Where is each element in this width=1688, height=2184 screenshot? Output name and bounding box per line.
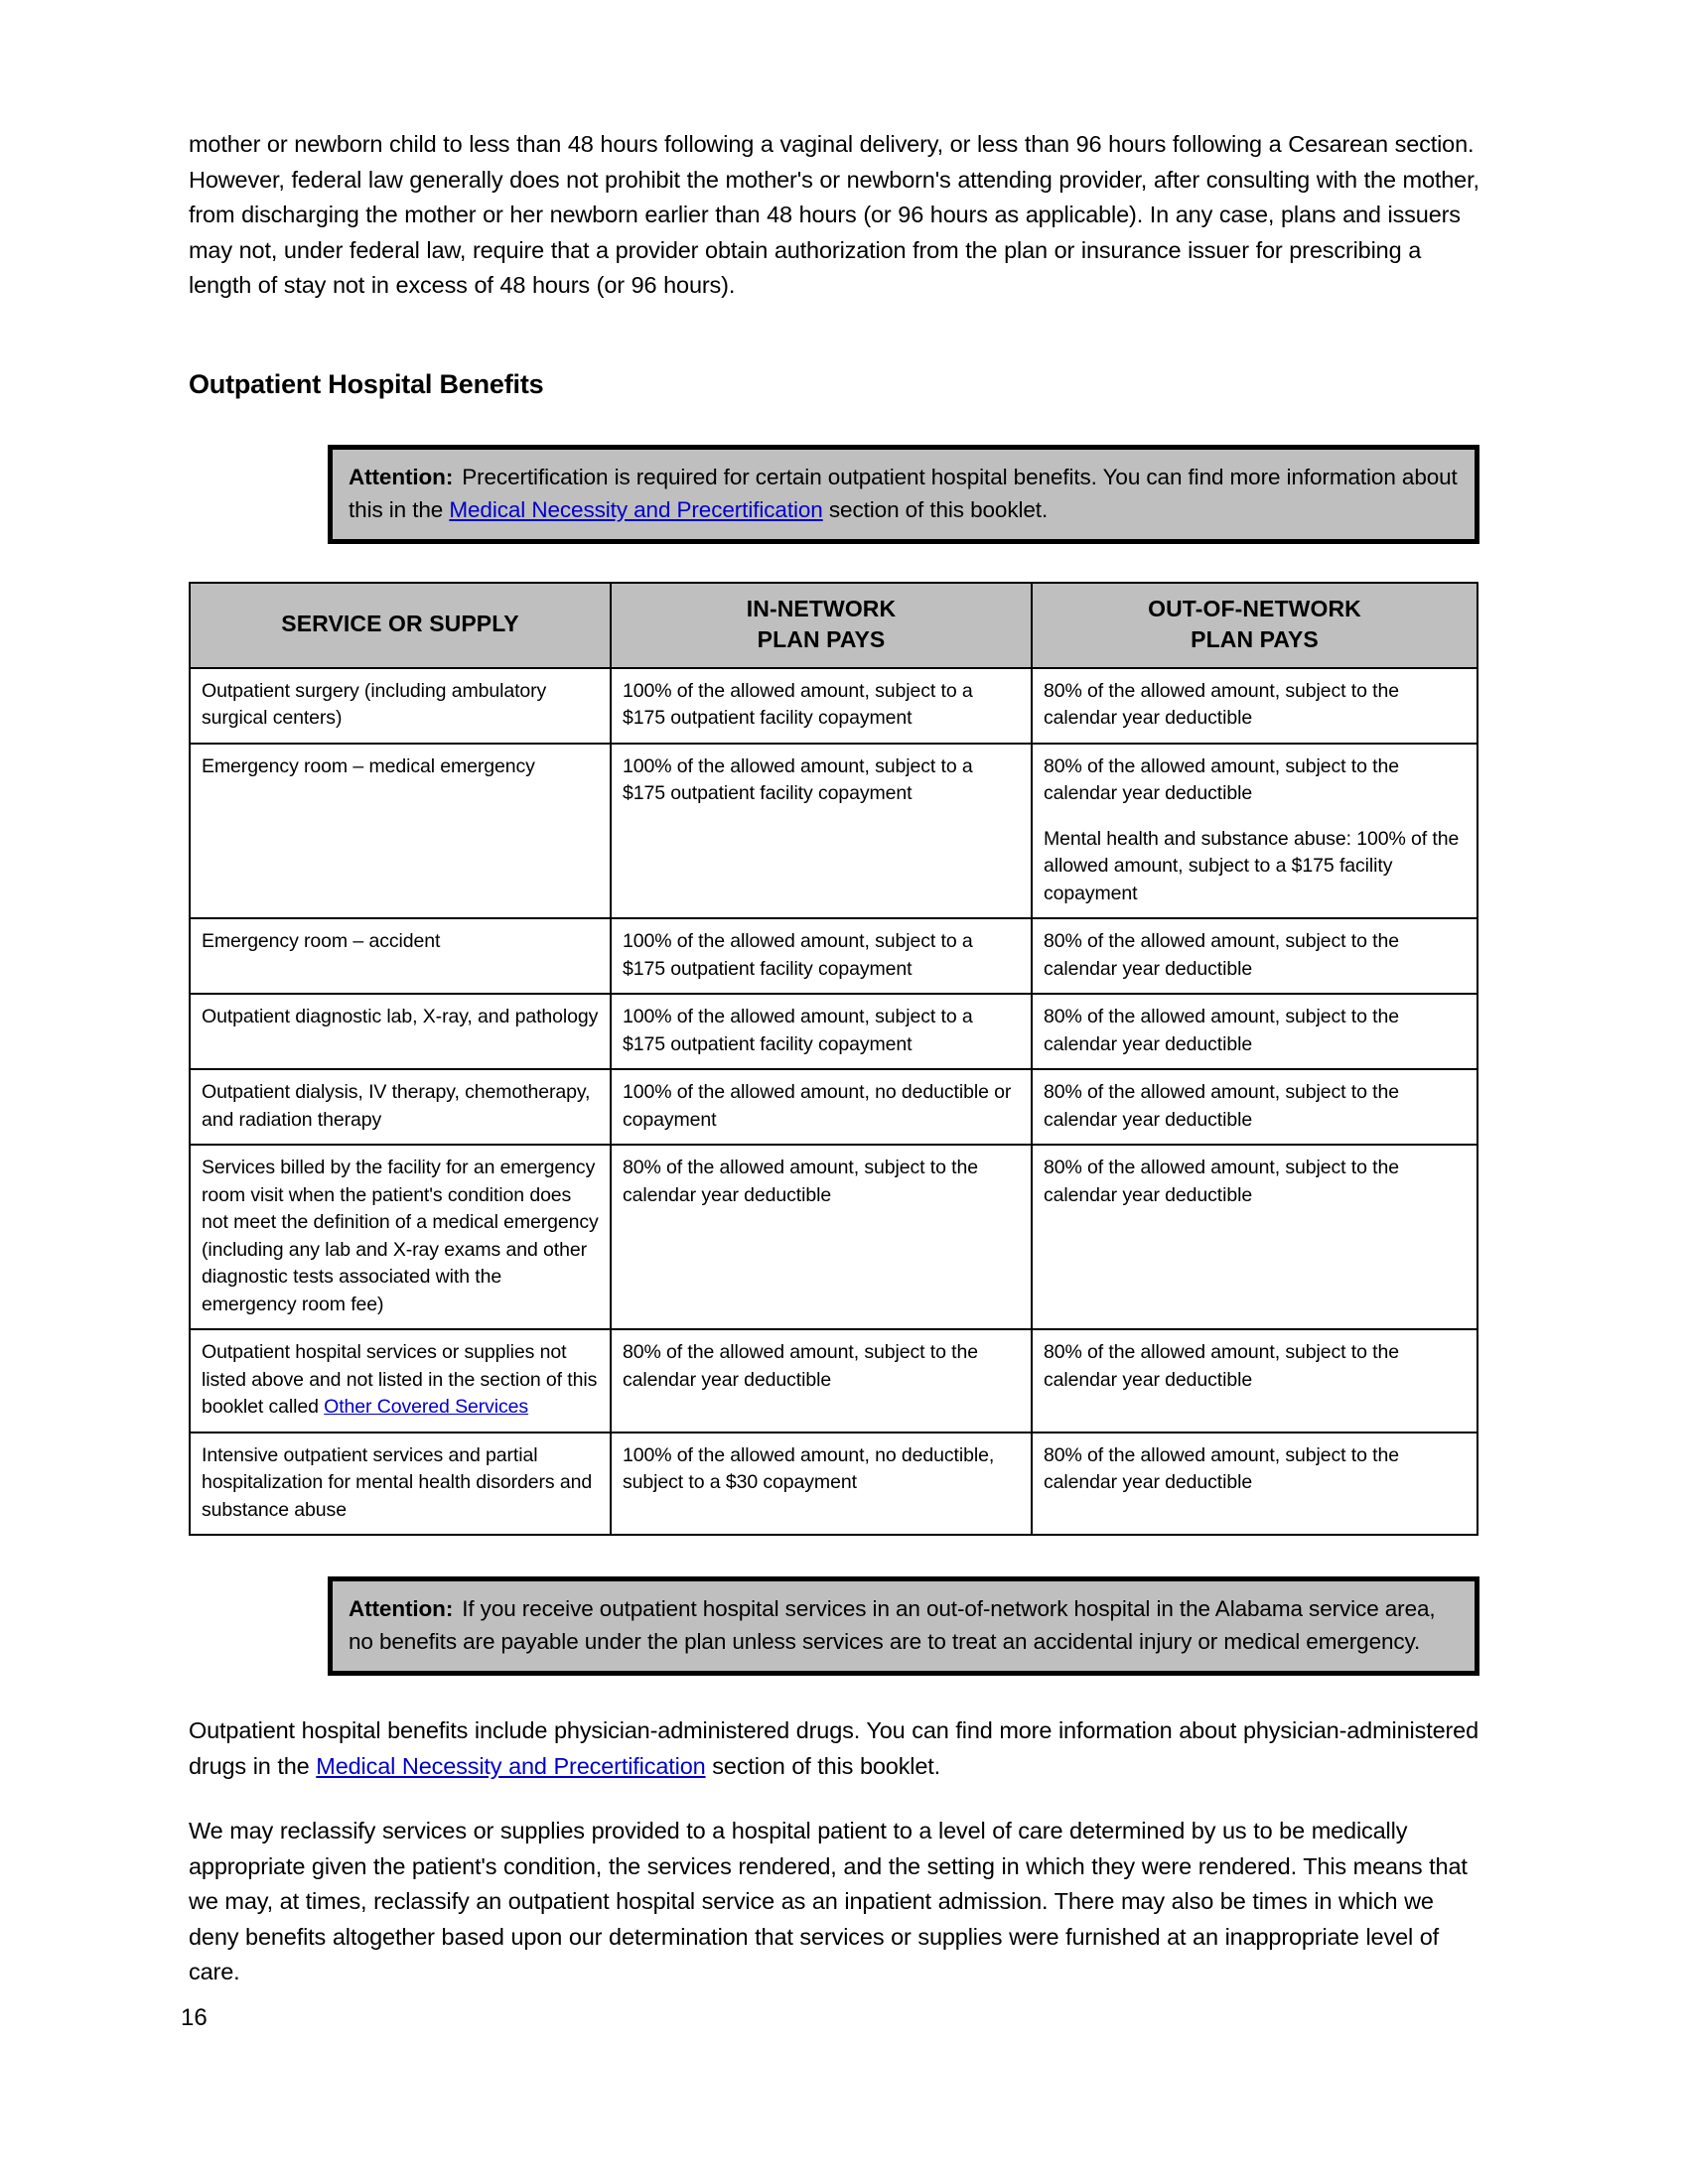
link-other-covered-services[interactable]: Other Covered Services: [324, 1396, 529, 1418]
in-network-text: 100% of the allowed amount, subject to a $175 outpatient facility copayment: [623, 754, 973, 804]
in-network-text: 100% of the allowed amount, subject to a $175 outpatient facility copayment: [623, 930, 973, 980]
in-network-text: 80% of the allowed amount, subject to the calendar year deductible: [623, 1341, 978, 1391]
cell-out-of-network: [1032, 994, 1477, 1069]
service-text: Services billed by the facility for an emergency room visit when the patient's condition does not meet the definition of a medical emergency (including any lab and X-ray exams and other diagnostic tests associated with the emergency room fee): [202, 1157, 599, 1315]
cell-service: [190, 1433, 611, 1536]
out-of-network-text: 80% of the allowed amount, subject to the calendar year deductible: [1044, 1081, 1399, 1131]
table-row: [190, 744, 1477, 919]
out-of-network-text: 80% of the allowed amount, subject to the calendar year deductible: [1044, 679, 1399, 729]
in-network-text: 100% of the allowed amount, no deductible, subject to a $30 copayment: [623, 1443, 995, 1493]
column-header-out-of-network: [1032, 583, 1477, 668]
out-of-network-text: 80% of the allowed amount, subject to the calendar year deductible: [1044, 1443, 1399, 1493]
link-medical-necessity-precertification[interactable]: Medical Necessity and Precertification: [449, 496, 823, 522]
link-medical-necessity-precertification-2[interactable]: Medical Necessity and Precertification: [316, 1752, 706, 1779]
cell-service: [190, 1069, 611, 1145]
attention-callout-bottom: [328, 1576, 1479, 1676]
out-of-network-text: 80% of the allowed amount, subject to the calendar year deductible: [1044, 930, 1399, 980]
in-network-text: 80% of the allowed amount, subject to the calendar year deductible: [623, 1157, 978, 1206]
out-of-network-text: 80% of the allowed amount, subject to the calendar year deductible: [1044, 754, 1399, 804]
benefits-table-wrap: [189, 582, 1479, 1537]
attention-top-text: [349, 461, 1459, 526]
table-row: [190, 994, 1477, 1069]
cell-out-of-network: [1032, 1433, 1477, 1536]
service-text: Emergency room – accident: [202, 930, 441, 952]
attention-top-text-before: Precertification is required for certain outpatient hospital benefits. You can find more information about this in the: [349, 464, 1458, 522]
closing-paragraph-1: [189, 1713, 1479, 1784]
cell-out-of-network: [1032, 668, 1477, 744]
cell-service: [190, 668, 611, 744]
service-text: Emergency room – medical emergency: [202, 754, 535, 777]
cell-out-of-network: [1032, 744, 1477, 919]
column-header-line2: PLAN PAYS: [1191, 625, 1319, 652]
column-header-line1: IN-NETWORK: [746, 595, 897, 621]
cell-service: [190, 1145, 611, 1329]
table-row: [190, 1433, 1477, 1536]
cell-service: [190, 918, 611, 994]
service-text: Outpatient dialysis, IV therapy, chemotherapy, and radiation therapy: [202, 1081, 591, 1131]
column-header-line1: SERVICE OR SUPPLY: [281, 611, 519, 636]
cell-service: [190, 744, 611, 919]
service-text: Intensive outpatient services and partial hospitalization for mental health disorders and substance abuse: [202, 1443, 593, 1521]
cell-in-network: [611, 744, 1032, 919]
intro-paragraph: mother or newborn child to less than 48 hours following a vaginal delivery, or less than 96 hours following a Cesarean section. However, federal law generally does not prohibit the mother's or newborn's attending provider, after consulting with the mother, from discharging the mother or her newborn earlier than 48 hours (or 96 hours as applicable). In any case, plans and issuers may not, under federal law, require that a provider obtain authorization from the plan or insurance issuer for prescribing a length of stay not in excess of 48 hours (or 96 hours).: [189, 131, 1479, 298]
cell-in-network: [611, 668, 1032, 744]
cell-service: [190, 1329, 611, 1433]
cell-in-network: [611, 1069, 1032, 1145]
table-row: [190, 918, 1477, 994]
attention-top-wrap: [189, 445, 1479, 544]
in-network-text: 100% of the allowed amount, subject to a $175 outpatient facility copayment: [623, 679, 973, 729]
attention-bottom-label: Attention:: [349, 1596, 454, 1621]
cell-service: [190, 994, 611, 1069]
out-of-network-text: 80% of the allowed amount, subject to the calendar year deductible: [1044, 1006, 1399, 1055]
attention-callout-top: [328, 445, 1479, 544]
in-network-text: 100% of the allowed amount, no deductible or copayment: [623, 1081, 1012, 1131]
service-text: [202, 1339, 599, 1422]
attention-top-text-after: section of this booklet.: [822, 496, 1049, 522]
column-header-line2: PLAN PAYS: [757, 625, 886, 652]
cell-out-of-network: [1032, 1329, 1477, 1433]
out-of-network-text: 80% of the allowed amount, subject to the calendar year deductible: [1044, 1341, 1399, 1391]
attention-bottom-text: [349, 1592, 1459, 1658]
out-of-network-text-secondary: Mental health and substance abuse: 100% of the allowed amount, subject to a $175 facility copayment: [1044, 827, 1460, 904]
cell-in-network: [611, 1145, 1032, 1329]
cell-in-network: [611, 994, 1032, 1069]
table-row: [190, 1145, 1477, 1329]
page-number: 16: [181, 2004, 208, 2031]
section-heading-wrap: [189, 369, 1479, 400]
closing-p1-after-link: section of this booklet.: [705, 1752, 941, 1779]
page-title: Outpatient Hospital Benefits: [189, 368, 544, 399]
closing-paragraph-2: We may reclassify services or supplies provided to a hospital patient to a level of care determined by us to be medically appropriate given the patient's condition, the services rendered, and the setting in which they were rendered. This means that we may, at times, reclassify an outpatient hospital service as an inpatient admission. There may also be times in which we deny benefits altogether based upon our determination that services or supplies were furnished at an inappropriate level of care.: [189, 1818, 1468, 1984]
benefits-table: [189, 582, 1478, 1537]
table-row: [190, 1329, 1477, 1433]
page-content: [189, 127, 1479, 1990]
cell-in-network: [611, 1433, 1032, 1536]
column-header-service-or-supply: [190, 583, 611, 668]
attention-bottom-body: If you receive outpatient hospital services in an out-of-network hospital in the Alabama service area, no benefits are payable under the plan unless services are to treat an accidental injury or medical emergency.: [349, 1596, 1436, 1654]
table-header-row: [190, 583, 1477, 668]
service-text: Outpatient diagnostic lab, X-ray, and pathology: [202, 1006, 599, 1027]
cell-in-network: [611, 918, 1032, 994]
closing-p1-before-link: Outpatient hospital benefits include physician-administered drugs. You can find more information about physician-administered drugs in the: [189, 1717, 1479, 1779]
table-row: [190, 1069, 1477, 1145]
cell-out-of-network: [1032, 1069, 1477, 1145]
in-network-text: 100% of the allowed amount, subject to a $175 outpatient facility copayment: [623, 1006, 973, 1055]
out-of-network-text: 80% of the allowed amount, subject to the calendar year deductible: [1044, 1157, 1399, 1206]
cell-out-of-network: [1032, 918, 1477, 994]
attention-bottom-wrap: [189, 1576, 1479, 1676]
service-text-before-link: Outpatient hospital services or supplies not listed above and not listed in the section of this booklet called: [202, 1341, 598, 1418]
table-row: [190, 668, 1477, 744]
cell-in-network: [611, 1329, 1032, 1433]
column-header-in-network: [611, 583, 1032, 668]
cell-out-of-network: [1032, 1145, 1477, 1329]
attention-top-label: Attention:: [349, 464, 454, 489]
column-header-line1: OUT-OF-NETWORK: [1148, 595, 1361, 621]
closing-paragraphs: [189, 1713, 1479, 1990]
service-text: Outpatient surgery (including ambulatory surgical centers): [202, 679, 547, 729]
